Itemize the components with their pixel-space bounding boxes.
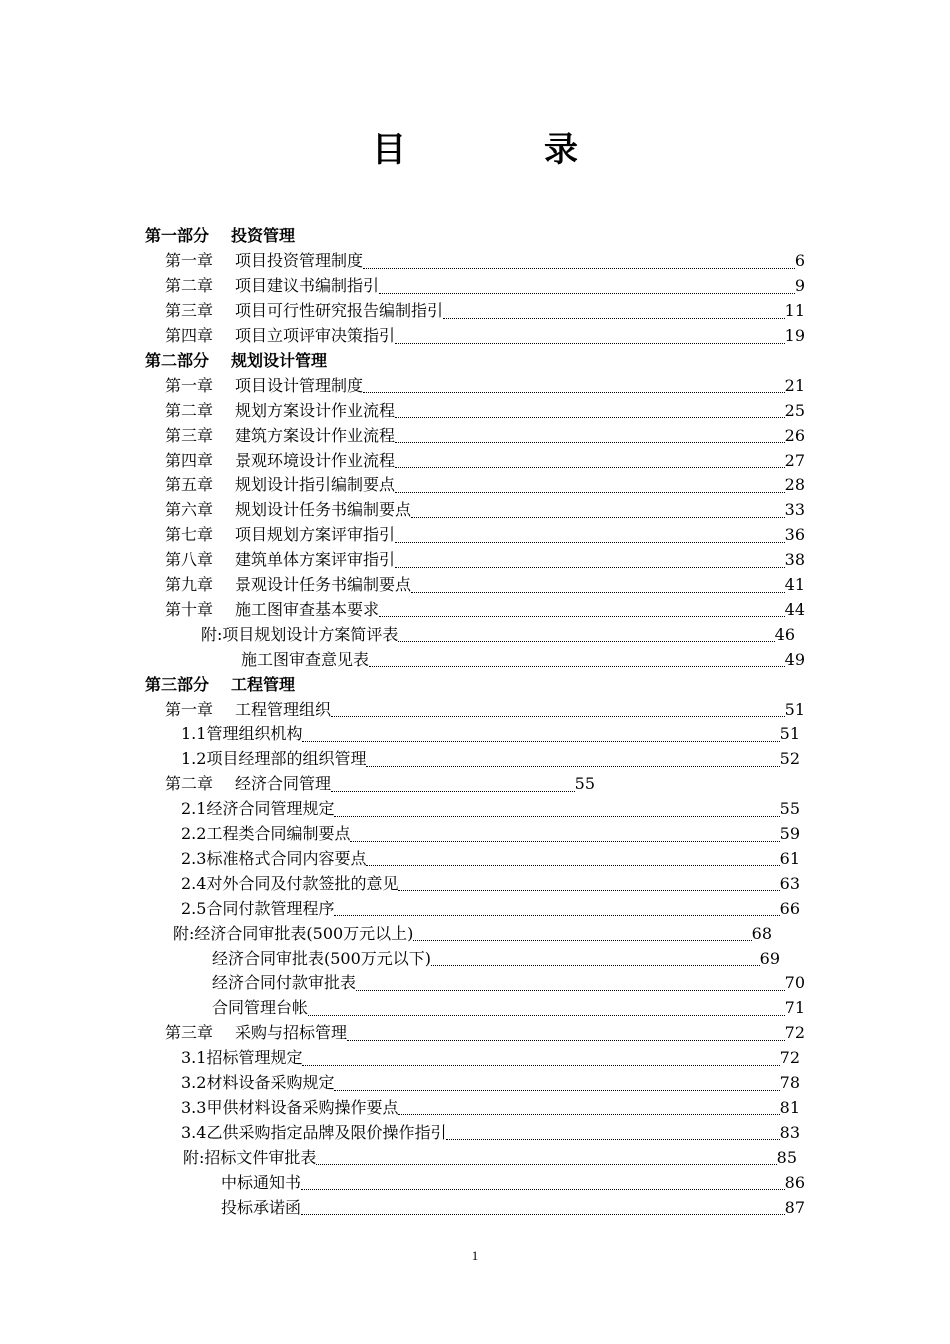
- toc-dot-leader: [446, 1139, 779, 1140]
- toc-page-number: 55: [779, 799, 800, 819]
- toc-page-number: 61: [779, 848, 800, 868]
- toc-page-number: 87: [784, 1197, 805, 1217]
- toc-entry-label: 中标通知书: [221, 1172, 302, 1192]
- toc-dot-leader: [395, 442, 785, 443]
- toc-page-number: 33: [784, 500, 805, 520]
- toc-entry-label: 3.2材料设备采购规定: [181, 1073, 335, 1093]
- toc-entry-label: 2.2工程类合同编制要点: [181, 824, 351, 844]
- toc-entry-number: 第一章: [165, 251, 214, 271]
- toc-entry-label: 景观环境设计作业流程: [235, 450, 396, 470]
- toc-entry[interactable]: [165, 423, 805, 448]
- toc-entry[interactable]: [212, 946, 780, 971]
- toc-page-number: 85: [776, 1147, 797, 1167]
- toc-entry-label: 3.4乙供采购指定品牌及限价操作指引: [181, 1122, 447, 1142]
- toc-entry-label: 附:项目规划设计方案简评表: [201, 624, 399, 644]
- toc-dot-leader: [431, 965, 760, 966]
- toc-dot-leader: [398, 641, 774, 642]
- toc-entry[interactable]: [181, 797, 800, 822]
- toc-page-number: 21: [784, 375, 805, 395]
- toc-entry-label: 2.4对外合同及付款签批的意见: [181, 873, 399, 893]
- toc-entry-label: 规划方案设计作业流程: [235, 400, 396, 420]
- toc-entry-label: 建筑方案设计作业流程: [235, 425, 396, 445]
- toc-entry-label: 项目投资管理制度: [235, 251, 364, 271]
- toc-page-number: 86: [784, 1172, 805, 1192]
- toc-entry[interactable]: [212, 971, 805, 996]
- toc-entry-number: 第三部分: [145, 674, 210, 694]
- toc-dot-leader: [302, 741, 779, 742]
- toc-entry[interactable]: [181, 722, 800, 747]
- toc-entry-number: 第一章: [165, 375, 214, 395]
- toc-page-number: 27: [784, 450, 805, 470]
- toc-dot-leader: [413, 940, 751, 941]
- toc-entry-number: 第六章: [165, 500, 214, 520]
- toc-entry[interactable]: [181, 1046, 800, 1071]
- toc-entry-number: 第八章: [165, 550, 214, 570]
- toc-dot-leader: [334, 915, 779, 916]
- toc-entry-number: 第二章: [165, 276, 214, 296]
- toc-entry[interactable]: [183, 1145, 797, 1170]
- toc-entry-label: 投标承诺函: [221, 1197, 302, 1217]
- toc-dot-leader: [366, 865, 779, 866]
- toc-dot-leader: [331, 791, 575, 792]
- toc-entry-label: 合同管理台帐: [212, 998, 309, 1018]
- toc-dot-leader: [398, 890, 779, 891]
- toc-entry-label: 项目可行性研究报告编制指引: [235, 301, 444, 321]
- toc-entry[interactable]: [165, 249, 805, 274]
- toc-entry[interactable]: [181, 747, 800, 772]
- toc-entry-label: 3.3甲供材料设备采购操作要点: [181, 1097, 399, 1117]
- toc-page-number: 26: [784, 425, 805, 445]
- toc-page-number: 6: [794, 251, 805, 271]
- toc-page-number: 55: [574, 774, 595, 794]
- toc-dot-leader: [334, 1090, 779, 1091]
- toc-entry[interactable]: [165, 274, 805, 299]
- toc-page-number: 72: [779, 1048, 800, 1068]
- toc-entry-number: 第二章: [165, 400, 214, 420]
- toc-dot-leader: [356, 990, 785, 991]
- toc-dot-leader: [331, 716, 785, 717]
- toc-entry-label: 附:经济合同审批表(500万元以上): [173, 923, 414, 943]
- toc-page-number: 83: [779, 1122, 800, 1142]
- toc-entry[interactable]: [165, 299, 805, 324]
- toc-entry-label: 规划设计任务书编制要点: [235, 500, 412, 520]
- toc-entry-label: 2.1经济合同管理规定: [181, 799, 335, 819]
- toc-page-number: 46: [774, 624, 795, 644]
- toc-page-number: 51: [784, 699, 805, 719]
- toc-page-number: 71: [784, 998, 805, 1018]
- toc-dot-leader: [395, 417, 785, 418]
- toc-page-number: 36: [784, 525, 805, 545]
- toc-entry-label: 2.3标准格式合同内容要点: [181, 848, 367, 868]
- toc-page-number: 49: [784, 649, 805, 669]
- toc-dot-leader: [443, 318, 785, 319]
- toc-dot-leader: [316, 1164, 776, 1165]
- toc-entry-label: 经济合同管理: [235, 774, 332, 794]
- toc-entry-label: 工程管理组织: [235, 699, 332, 719]
- toc-entry[interactable]: [165, 697, 805, 722]
- toc-entry-number: 第一部分: [145, 226, 210, 246]
- toc-page-number: 9: [794, 276, 805, 296]
- toc-entry[interactable]: [165, 448, 805, 473]
- toc-entry-number: 第四章: [165, 450, 214, 470]
- toc-page-number: 41: [784, 575, 805, 595]
- toc-entry-number: 第十章: [165, 599, 214, 619]
- toc-entry-label: 项目立项评审决策指引: [235, 326, 396, 346]
- toc-entry[interactable]: [221, 1170, 805, 1195]
- toc-page-number: 59: [779, 824, 800, 844]
- toc-entry-label: 建筑单体方案评审指引: [235, 550, 396, 570]
- toc-entry-label: 景观设计任务书编制要点: [235, 575, 412, 595]
- toc-dot-leader: [398, 1114, 779, 1115]
- toc-dot-leader: [363, 392, 785, 393]
- toc-entry[interactable]: [165, 523, 805, 548]
- toc-entry-label: 1.1管理组织机构: [181, 724, 303, 744]
- toc-entry-number: 第二章: [165, 774, 214, 794]
- toc-entry[interactable]: [181, 822, 800, 847]
- toc-page-number: 72: [784, 1023, 805, 1043]
- toc-entry-label: 3.1招标管理规定: [181, 1048, 303, 1068]
- toc-entry-label: 项目设计管理制度: [235, 375, 364, 395]
- toc-entry[interactable]: [221, 1195, 805, 1220]
- toc-entry[interactable]: [181, 871, 800, 896]
- toc-entry-label: 投资管理: [231, 226, 296, 246]
- toc-entry[interactable]: [241, 647, 805, 672]
- toc-entry[interactable]: [201, 622, 795, 647]
- toc-dot-leader: [395, 343, 785, 344]
- toc-page-number: 44: [784, 599, 805, 619]
- toc-entry[interactable]: [165, 324, 805, 349]
- toc-entry-label: 采购与招标管理: [235, 1023, 348, 1043]
- toc-entry-label: 施工图审查意见表: [241, 649, 370, 669]
- toc-page-number: 11: [784, 301, 805, 321]
- toc-part-heading: [145, 349, 327, 374]
- toc-entry-number: 第一章: [165, 699, 214, 719]
- toc-dot-leader: [350, 841, 779, 842]
- toc-entry-label: 施工图审查基本要求: [235, 599, 380, 619]
- toc-dot-leader: [411, 517, 785, 518]
- toc-page-number: 19: [784, 326, 805, 346]
- toc-entry-number: 第三章: [165, 1023, 214, 1043]
- toc-entry[interactable]: [165, 373, 805, 398]
- toc-entry[interactable]: [165, 398, 805, 423]
- toc-part-heading: [145, 672, 295, 697]
- toc-entry-label: 经济合同付款审批表: [212, 973, 357, 993]
- toc-entry[interactable]: [165, 473, 805, 498]
- toc-page-number: 68: [751, 923, 772, 943]
- toc-entry-label: 1.2项目经理部的组织管理: [181, 749, 367, 769]
- toc-entry[interactable]: [165, 598, 805, 623]
- toc-dot-leader: [308, 1015, 785, 1016]
- toc-dot-leader: [411, 592, 785, 593]
- toc-entry-number: 第九章: [165, 575, 214, 595]
- toc-page-number: 51: [779, 724, 800, 744]
- toc-entry[interactable]: [165, 573, 805, 598]
- toc-page-number: 38: [784, 550, 805, 570]
- toc-entry-label: 附:招标文件审批表: [183, 1147, 317, 1167]
- toc-entry[interactable]: [165, 548, 805, 573]
- page-title: 目 录: [372, 130, 630, 170]
- toc-entry[interactable]: [212, 996, 805, 1021]
- toc-entry-number: 第五章: [165, 475, 214, 495]
- toc-page-number: 69: [759, 948, 780, 968]
- toc-entry-number: 第四章: [165, 326, 214, 346]
- toc-entry-number: 第三章: [165, 425, 214, 445]
- toc-dot-leader: [366, 766, 779, 767]
- toc-entry-label: 项目建议书编制指引: [235, 276, 380, 296]
- toc-page-number: 63: [779, 873, 800, 893]
- toc-entry-label: 经济合同审批表(500万元以下): [212, 948, 432, 968]
- toc-dot-leader: [395, 467, 785, 468]
- toc-entry[interactable]: [165, 772, 595, 797]
- page-number: 1: [471, 1248, 479, 1263]
- toc-entry[interactable]: [181, 1071, 800, 1096]
- toc-dot-leader: [301, 1189, 785, 1190]
- toc-entry[interactable]: [181, 847, 800, 872]
- toc-page-number: 28: [784, 475, 805, 495]
- toc-entry-label: 2.5合同付款管理程序: [181, 898, 335, 918]
- toc-dot-leader: [379, 293, 795, 294]
- toc-dot-leader: [347, 1040, 785, 1041]
- toc-dot-leader: [395, 492, 785, 493]
- toc-dot-leader: [334, 816, 779, 817]
- toc-page-number: 70: [784, 973, 805, 993]
- toc-page-number: 52: [779, 749, 800, 769]
- toc-entry-label: 项目规划方案评审指引: [235, 525, 396, 545]
- toc-page-number: 25: [784, 400, 805, 420]
- toc-part-heading: [145, 224, 295, 249]
- toc-entry[interactable]: [181, 896, 800, 921]
- toc-entry-number: 第二部分: [145, 350, 210, 370]
- toc-entry[interactable]: [165, 498, 805, 523]
- toc-page-number: 81: [779, 1097, 800, 1117]
- toc-dot-leader: [363, 268, 795, 269]
- toc-dot-leader: [301, 1214, 785, 1215]
- toc-entry[interactable]: [181, 1120, 800, 1145]
- toc-page-number: 66: [779, 898, 800, 918]
- toc-dot-leader: [369, 666, 785, 667]
- toc-entry-label: 工程管理: [231, 674, 296, 694]
- toc-entry-number: 第七章: [165, 525, 214, 545]
- toc-entry-label: 规划设计管理: [231, 350, 328, 370]
- toc-entry[interactable]: [173, 921, 772, 946]
- toc-page-number: 78: [779, 1073, 800, 1093]
- toc-entry[interactable]: [165, 1021, 805, 1046]
- toc-dot-leader: [379, 616, 785, 617]
- toc-entry[interactable]: [181, 1096, 800, 1121]
- toc-entry-label: 规划设计指引编制要点: [235, 475, 396, 495]
- toc-dot-leader: [395, 567, 785, 568]
- toc-dot-leader: [302, 1065, 779, 1066]
- toc-entry-number: 第三章: [165, 301, 214, 321]
- toc-dot-leader: [395, 542, 785, 543]
